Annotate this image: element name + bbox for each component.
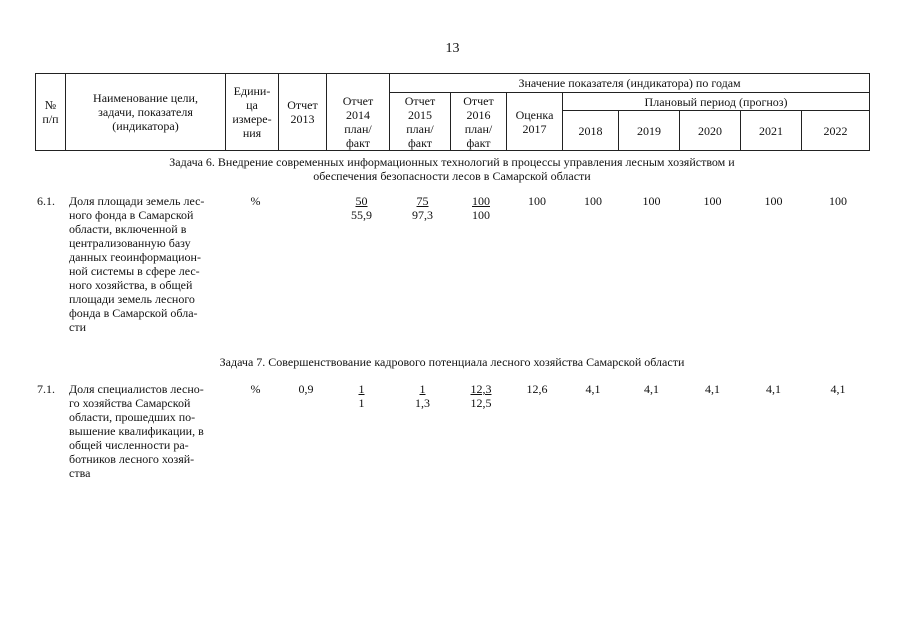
header-2014: Отчет 2014 план/ факт [327,74,390,151]
row-unit: % [250,382,261,396]
header-name: Наименование цели, задачи, показателя (индикатора) [66,74,226,151]
task6-title: Задача 6. Внедрение современных информационных технологий в процессы управления лесным хозяйством и обеспечения безопасности лесов в Самарской области [169,155,735,183]
cell-2019: 4,1 [644,382,659,396]
cell-2014: 50 55,9 [351,194,372,222]
row-name: Доля площади земель лес- ного фонда в Самарской области, включенной в централизованную базу данных геоинформацион- ной системы в сфере лес- ного хозяйства, в общей площади земель лесного фонда в Самарской обла- сти [69,194,205,334]
header-year: 2018 [563,111,619,151]
header-year: 2022 [802,111,870,151]
cell-2015: 1 1,3 [415,382,430,410]
row-unit: % [250,194,261,208]
cell-2020: 100 [703,194,722,208]
cell-2013: 0,9 [298,382,314,396]
row-num: 6.1. [37,194,55,208]
cell-2020: 4,1 [705,382,720,396]
cell-2017: 100 [528,194,546,208]
cell-2015: 75 97,3 [412,194,433,222]
cell-2021: 4,1 [766,382,781,396]
header-plan-period: Плановый период (прогноз) [563,93,870,111]
header-unit: Едини- ца измере- ния [226,74,279,151]
cell-2016: 100 100 [472,194,490,222]
cell-2022: 100 [829,194,847,208]
header-2013: Отчет 2013 [279,74,327,151]
header-year: 2019 [619,111,680,151]
cell-2018: 100 [584,194,602,208]
header-group-title: Значение показателя (индикатора) по годам [390,74,870,93]
indicator-table-header [35,73,870,151]
cell-2018: 4,1 [585,382,601,396]
row-name: Доля специалистов лесно- го хозяйства Самарской области, прошедших по- вышение квалификации, в общей численности ра- ботников лесного хозяй- ства [69,382,204,480]
cell-2022: 4,1 [830,382,846,396]
header-2015: Отчет 2015 план/ факт [390,93,451,151]
row-num: 7.1. [37,382,55,396]
header-num: № п/п [36,74,66,151]
header-2017: Оценка 2017 [507,93,563,151]
header-2016: Отчет 2016 план/ факт [451,93,507,151]
cell-2017: 12,6 [526,382,548,396]
cell-2014: 1 1 [358,382,365,410]
header-year: 2021 [741,111,802,151]
cell-2019: 100 [642,194,661,208]
cell-2021: 100 [764,194,783,208]
task7-title: Задача 7. Совершенствование кадрового потенциала лесного хозяйства Самарской области [219,355,685,369]
cell-2016: 12,3 12,5 [470,382,492,410]
header-year: 2020 [680,111,741,151]
page-number: 13 [445,41,460,56]
